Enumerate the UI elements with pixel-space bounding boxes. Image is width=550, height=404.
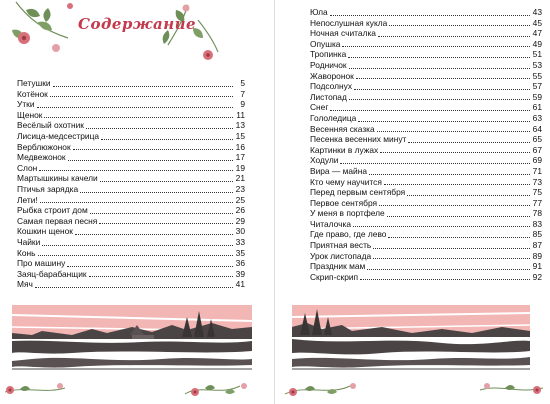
toc-entry-title: Гололедица bbox=[310, 112, 357, 123]
toc-entry-page: 53 bbox=[532, 59, 542, 70]
dot-leader bbox=[330, 110, 530, 111]
toc-entry-page: 29 bbox=[235, 215, 245, 226]
toc-entry bbox=[310, 102, 542, 113]
toc-entry-title: Приятная весть bbox=[310, 240, 372, 251]
flower-border-right-icon bbox=[275, 372, 550, 404]
toc-entry-title: Верблюжонок bbox=[17, 141, 71, 152]
dot-leader bbox=[75, 234, 233, 235]
toc-entry-title: Конь bbox=[17, 247, 36, 258]
toc-entry-title: Праздник мам bbox=[310, 261, 366, 272]
toc-entry-page: 85 bbox=[532, 229, 542, 240]
dot-leader bbox=[380, 152, 530, 153]
toc-entry bbox=[310, 198, 542, 209]
toc-entry bbox=[310, 155, 542, 166]
toc-entry-title: Картинки в лужах bbox=[310, 144, 379, 155]
toc-entry-page: 41 bbox=[235, 279, 245, 290]
dot-leader bbox=[68, 160, 233, 161]
toc-entry-page: 15 bbox=[235, 130, 245, 141]
toc-entry-title: Мартышкины качели bbox=[17, 173, 98, 184]
toc-entry bbox=[310, 240, 542, 251]
toc-entry-page: 9 bbox=[240, 99, 245, 110]
toc-entry-title: Ходули bbox=[310, 155, 339, 166]
toc-entry-page: 45 bbox=[532, 17, 542, 28]
toc-entry-title: Заяц-барабанщик bbox=[17, 268, 87, 279]
toc-entry-title: Весенняя сказка bbox=[310, 123, 375, 134]
dot-leader bbox=[354, 89, 530, 90]
dot-leader bbox=[37, 107, 234, 108]
toc-entry-title: Жаворонок bbox=[310, 70, 354, 81]
dot-leader bbox=[369, 174, 530, 175]
toc-entry-page: 19 bbox=[235, 162, 245, 173]
toc-entry-title: Скрип-скрип bbox=[310, 271, 359, 282]
toc-entry bbox=[310, 134, 542, 145]
toc-entry bbox=[310, 81, 542, 92]
dot-leader bbox=[50, 96, 233, 97]
toc-entry bbox=[17, 131, 245, 142]
page-title: Содержание bbox=[78, 15, 197, 33]
toc-entry bbox=[310, 39, 542, 50]
dot-leader bbox=[340, 163, 530, 164]
toc-entry-page: 67 bbox=[532, 144, 542, 155]
toc-entry bbox=[17, 279, 245, 290]
dot-leader bbox=[100, 181, 233, 182]
toc-entry bbox=[17, 216, 245, 227]
toc-entry bbox=[310, 166, 542, 177]
toc-entry-page: 87 bbox=[532, 240, 542, 251]
dot-leader bbox=[99, 223, 233, 224]
toc-entry-page: 83 bbox=[532, 218, 542, 229]
dot-leader bbox=[73, 149, 233, 150]
toc-entry-title: Слон bbox=[17, 162, 38, 173]
toc-entry bbox=[310, 49, 542, 60]
toc-entry bbox=[17, 110, 245, 121]
toc-entry-title: Чайки bbox=[17, 236, 41, 247]
dot-leader bbox=[44, 117, 233, 118]
toc-entry-title: Медвежонок bbox=[17, 152, 66, 163]
toc-entry bbox=[17, 226, 245, 237]
dot-leader bbox=[90, 213, 233, 214]
toc-entry-page: 30 bbox=[235, 226, 245, 237]
toc-entry bbox=[310, 7, 542, 18]
toc-entry-page: 47 bbox=[532, 28, 542, 39]
toc-entry bbox=[310, 187, 542, 198]
toc-entry-page: 75 bbox=[532, 187, 542, 198]
toc-entry-title: Первое сентября bbox=[310, 197, 378, 208]
flower-border-icon bbox=[0, 372, 275, 404]
toc-entry bbox=[17, 99, 245, 110]
toc-entry-title: У меня в портфеле bbox=[310, 208, 385, 219]
dot-leader bbox=[353, 226, 530, 227]
toc-entry bbox=[17, 269, 245, 280]
dot-leader bbox=[408, 142, 530, 143]
toc-entry-title: Родничок bbox=[310, 59, 347, 70]
dot-leader bbox=[377, 131, 530, 132]
toc-entry bbox=[310, 229, 542, 240]
toc-entry-page: 43 bbox=[532, 7, 542, 17]
dot-leader bbox=[360, 279, 530, 280]
toc-entry-page: 51 bbox=[532, 49, 542, 60]
toc-entry-page: 65 bbox=[532, 134, 542, 145]
dot-leader bbox=[67, 266, 233, 267]
toc-entry bbox=[310, 261, 542, 272]
toc-entry-title: Весёлый охотник bbox=[17, 120, 84, 131]
toc-entry-page: 59 bbox=[532, 91, 542, 102]
toc-entry-title: Листопад bbox=[310, 91, 347, 102]
toc-entry-page: 73 bbox=[532, 176, 542, 187]
toc-entry bbox=[310, 113, 542, 124]
toc-entry-title: Песенка весенних минут bbox=[310, 134, 407, 145]
toc-entry-title: Утки bbox=[17, 99, 35, 110]
toc-entry-title: Где право, где лево bbox=[310, 229, 387, 240]
toc-entry bbox=[310, 272, 542, 283]
toc-entry-page: 49 bbox=[532, 38, 542, 49]
dot-leader bbox=[38, 255, 233, 256]
toc-entry bbox=[17, 205, 245, 216]
toc-entry-title: Самая первая песня bbox=[17, 215, 98, 226]
dot-leader bbox=[342, 46, 530, 47]
dot-leader bbox=[378, 36, 530, 37]
toc-entry-title: Подсолнух bbox=[310, 81, 353, 92]
toc-entry-title: Про машину bbox=[17, 258, 66, 269]
dot-leader bbox=[42, 245, 233, 246]
dot-leader bbox=[387, 216, 530, 217]
toc-entry-page: 26 bbox=[235, 205, 245, 216]
toc-entry-page: 71 bbox=[532, 165, 542, 176]
dot-leader bbox=[407, 195, 530, 196]
toc-entry-title: Петушки bbox=[17, 78, 51, 88]
toc-entry-title: Вира — майна bbox=[310, 165, 367, 176]
toc-entry-title: Лети! bbox=[17, 194, 38, 205]
toc-entry bbox=[17, 258, 245, 269]
toc-entry-page: 36 bbox=[235, 258, 245, 269]
toc-entry-title: Ночная считалка bbox=[310, 28, 376, 39]
toc-entry-title: Котёнок bbox=[17, 88, 48, 99]
dot-leader bbox=[356, 78, 530, 79]
title-ornament bbox=[8, 0, 223, 70]
contents-list-left bbox=[17, 78, 245, 290]
dot-leader bbox=[373, 258, 530, 259]
toc-entry bbox=[17, 237, 245, 248]
toc-entry-page: 57 bbox=[532, 81, 542, 92]
toc-entry-page: 17 bbox=[235, 152, 245, 163]
toc-entry bbox=[310, 18, 542, 29]
toc-entry-title: Кошкин щенок bbox=[17, 226, 73, 237]
dot-leader bbox=[367, 269, 530, 270]
toc-entry-title: Рыбка строит дом bbox=[17, 205, 88, 216]
toc-entry-title: Кто чему научится bbox=[310, 176, 382, 187]
toc-entry-page: 23 bbox=[235, 183, 245, 194]
toc-entry bbox=[310, 60, 542, 71]
dot-leader bbox=[89, 276, 233, 277]
dot-leader bbox=[349, 99, 530, 100]
toc-entry-page: 91 bbox=[532, 261, 542, 272]
dot-leader bbox=[53, 86, 233, 87]
toc-entry bbox=[17, 142, 245, 153]
toc-entry-title: Снег bbox=[310, 102, 329, 113]
toc-entry bbox=[310, 145, 542, 156]
toc-entry-title: Тропинка bbox=[310, 49, 347, 60]
dot-leader bbox=[35, 287, 233, 288]
toc-entry-title: Перед первым сентября bbox=[310, 187, 406, 198]
toc-entry-title: Лисица-медсестрица bbox=[17, 130, 100, 141]
dot-leader bbox=[349, 68, 530, 69]
dot-leader bbox=[86, 128, 233, 129]
toc-entry bbox=[17, 248, 245, 259]
toc-entry-page: 35 bbox=[235, 247, 245, 258]
contents-list-right bbox=[310, 7, 542, 282]
dot-leader bbox=[373, 248, 530, 249]
dot-leader bbox=[40, 202, 233, 203]
toc-entry bbox=[310, 219, 542, 230]
toc-entry-page: 21 bbox=[235, 173, 245, 184]
toc-entry bbox=[17, 163, 245, 174]
toc-entry-page: 13 bbox=[235, 120, 245, 131]
toc-entry bbox=[17, 78, 245, 89]
toc-entry-title: Непослушная кукла bbox=[310, 17, 388, 28]
toc-entry bbox=[310, 124, 542, 135]
toc-entry-title: Щенок bbox=[17, 109, 43, 120]
floral-ornament-icon bbox=[8, 0, 223, 70]
toc-entry bbox=[17, 89, 245, 100]
toc-entry-title: Урок листопада bbox=[310, 250, 372, 261]
right-page bbox=[275, 0, 550, 404]
toc-entry-title: Птичья зарядка bbox=[17, 183, 79, 194]
dot-leader bbox=[388, 237, 530, 238]
toc-entry bbox=[310, 177, 542, 188]
toc-entry-page: 69 bbox=[532, 155, 542, 166]
toc-entry-page: 11 bbox=[236, 109, 245, 120]
toc-entry-page: 33 bbox=[235, 236, 245, 247]
toc-entry-page: 78 bbox=[532, 208, 542, 219]
toc-entry bbox=[17, 195, 245, 206]
toc-entry bbox=[310, 92, 542, 103]
dot-leader bbox=[384, 184, 530, 185]
dot-leader bbox=[348, 57, 530, 58]
dot-leader bbox=[39, 170, 233, 171]
dot-leader bbox=[358, 121, 530, 122]
toc-entry-page: 16 bbox=[235, 141, 245, 152]
toc-entry bbox=[17, 173, 245, 184]
toc-entry-page: 55 bbox=[532, 70, 542, 81]
toc-entry bbox=[310, 28, 542, 39]
toc-entry-title: Читалочка bbox=[310, 218, 351, 229]
dot-leader bbox=[379, 205, 530, 206]
toc-entry-page: 89 bbox=[532, 250, 542, 261]
toc-entry-page: 63 bbox=[532, 112, 542, 123]
toc-entry-page: 61 bbox=[532, 102, 542, 113]
toc-entry-title: Опушка bbox=[310, 38, 341, 49]
landscape-illustration bbox=[12, 305, 252, 371]
toc-entry bbox=[17, 152, 245, 163]
toc-entry-page: 25 bbox=[235, 194, 245, 205]
toc-entry bbox=[17, 120, 245, 131]
toc-entry bbox=[310, 251, 542, 262]
toc-entry-page: 77 bbox=[532, 197, 542, 208]
landscape-illustration-right bbox=[292, 305, 530, 371]
toc-entry-title: Юла bbox=[310, 7, 328, 17]
toc-entry bbox=[310, 71, 542, 82]
dot-leader bbox=[101, 139, 233, 140]
toc-entry bbox=[310, 208, 542, 219]
toc-entry-page: 39 bbox=[235, 268, 245, 279]
toc-entry-page: 64 bbox=[532, 123, 542, 134]
toc-entry bbox=[17, 184, 245, 195]
dot-leader bbox=[80, 192, 233, 193]
toc-entry-page: 92 bbox=[532, 271, 542, 282]
dot-leader bbox=[389, 25, 530, 26]
toc-entry-page: 7 bbox=[240, 88, 245, 99]
toc-entry-title: Мяч bbox=[17, 279, 33, 290]
toc-entry-page: 5 bbox=[240, 78, 245, 88]
dot-leader bbox=[330, 15, 530, 16]
